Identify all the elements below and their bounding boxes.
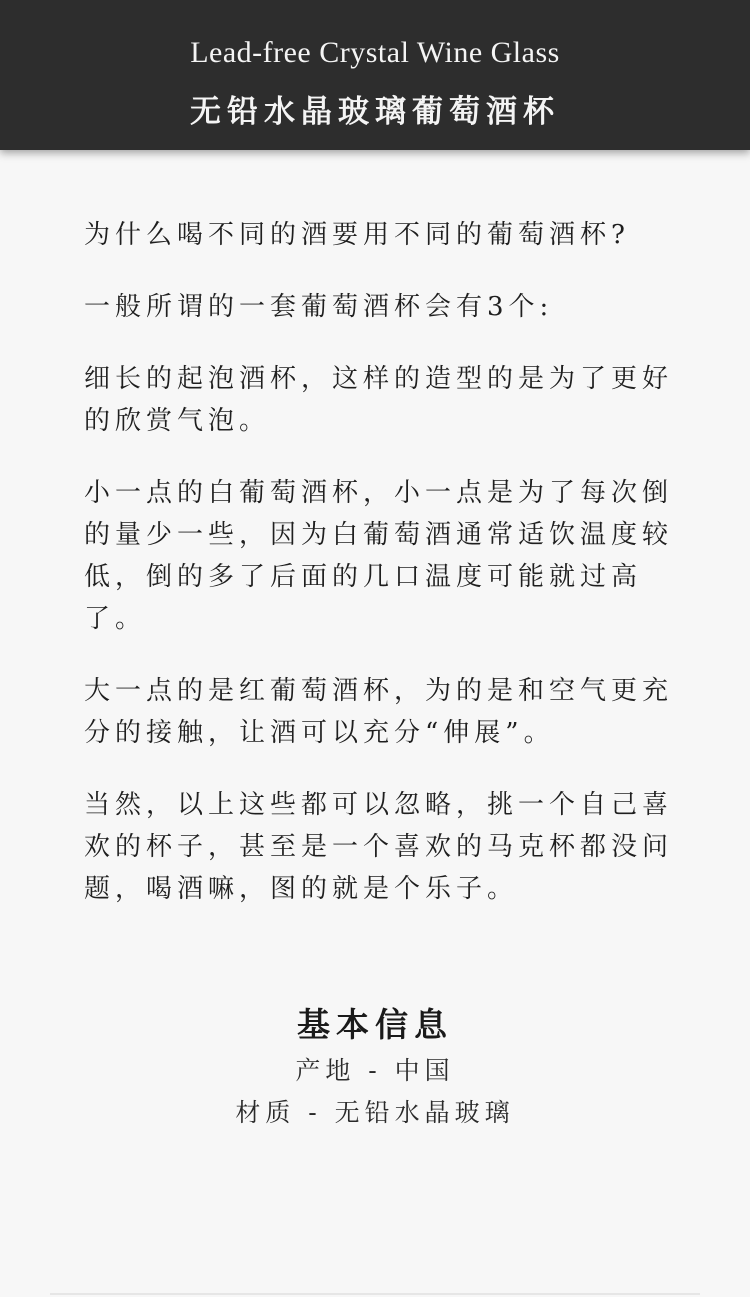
info-origin: 产地 - 中国 <box>295 1056 455 1085</box>
info-material: 材质 - 无铅水晶玻璃 <box>235 1098 515 1127</box>
basic-info-title: 基本信息 <box>297 1005 453 1044</box>
bottom-divider <box>50 1293 700 1295</box>
page-header <box>0 0 750 150</box>
article-paragraph-sparkling: 细长的起泡酒杯，这样的造型的是为了更好的欣赏气泡。 <box>84 364 674 436</box>
article-paragraph-question: 为什么喝不同的酒要用不同的葡萄酒杯? <box>84 220 630 250</box>
article-body <box>84 214 674 940</box>
header-title-cn: 无铅水晶玻璃葡萄酒杯 <box>190 94 560 130</box>
article-paragraph-conclusion: 当然，以上这些都可以忽略，挑一个自己喜欢的杯子，甚至是一个喜欢的马克杯都没问题，喝酒嘛，图的就是个乐子。 <box>84 790 674 904</box>
basic-info-section <box>0 1000 750 1134</box>
article-paragraph-red: 大一点的是红葡萄酒杯，为的是和空气更充分的接触，让酒可以充分“伸展”。 <box>84 676 674 748</box>
article-paragraph-white: 小一点的白葡萄酒杯，小一点是为了每次倒的量少一些，因为白葡萄酒通常适饮温度较低，倒的多了后面的几口温度可能就过高了。 <box>84 478 674 634</box>
article-paragraph-set: 一般所谓的一套葡萄酒杯会有3个: <box>84 292 554 322</box>
header-title-en: Lead-free Crystal Wine Glass <box>190 36 560 69</box>
